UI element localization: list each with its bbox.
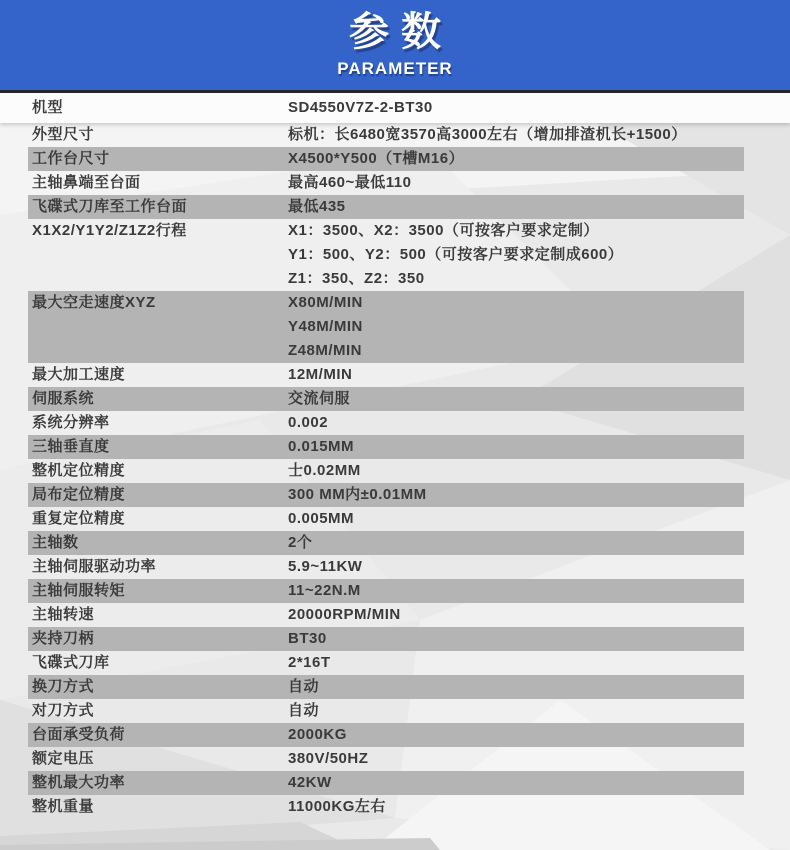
spec-row <box>0 699 790 723</box>
row-highlight-band <box>28 387 744 411</box>
spec-value: 20000RPM/MIN <box>288 606 401 623</box>
spec-value: 300 MM内±0.01MM <box>288 486 427 503</box>
spec-label: 主轴伺服驱动功率 <box>32 558 157 575</box>
spec-value: 标机：长6480宽3570高3000左右（增加排渣机长+1500） <box>288 126 687 143</box>
spec-row <box>0 723 790 747</box>
spec-value: 0.005MM <box>288 510 355 527</box>
spec-values <box>288 147 464 171</box>
spec-row <box>0 795 790 819</box>
spec-row <box>0 531 790 555</box>
spec-values <box>288 507 354 531</box>
spec-label: 工作台尺寸 <box>32 150 110 167</box>
spec-value: Z1：350、Z2：350 <box>288 270 425 287</box>
spec-table <box>0 93 790 819</box>
spec-row <box>0 627 790 651</box>
spec-value: 交流伺服 <box>288 390 351 407</box>
spec-values <box>288 459 361 483</box>
row-highlight-band <box>28 435 744 459</box>
spec-label: 最大加工速度 <box>32 366 126 383</box>
spec-values <box>288 195 346 219</box>
spec-values <box>288 675 319 699</box>
spec-values <box>288 435 354 459</box>
spec-value: Y1：500、Y2：500（可按客户要求定制成600） <box>288 246 624 263</box>
spec-value: 2000KG <box>288 726 347 743</box>
spec-label: 整机定位精度 <box>32 462 126 479</box>
spec-row <box>0 603 790 627</box>
spec-row <box>0 555 790 579</box>
spec-label: 主轴数 <box>32 534 79 551</box>
spec-label: 台面承受负荷 <box>32 726 126 743</box>
row-highlight-band <box>28 531 744 555</box>
spec-value: 最低435 <box>288 198 346 215</box>
spec-row <box>0 651 790 675</box>
spec-label: 外型尺寸 <box>32 126 95 143</box>
spec-row <box>0 675 790 699</box>
spec-values <box>288 363 352 387</box>
spec-label: 飞碟式刀库至工作台面 <box>32 198 188 215</box>
spec-values <box>288 579 361 603</box>
spec-row <box>0 435 790 459</box>
spec-label: X1X2/Y1Y2/Z1Z2行程 <box>32 222 187 239</box>
spec-value: X80M/MIN <box>288 294 363 311</box>
spec-value: 2*16T <box>288 654 331 671</box>
spec-value: SD4550V7Z-2-BT30 <box>288 99 433 116</box>
header-banner <box>0 0 790 90</box>
spec-label: 主轴转速 <box>32 606 95 623</box>
spec-value: 士0.02MM <box>288 462 361 479</box>
spec-value: X1：3500、X2：3500（可按客户要求定制） <box>288 222 599 239</box>
spec-values <box>288 651 331 675</box>
spec-row <box>0 171 790 195</box>
spec-row <box>0 291 790 363</box>
spec-row <box>0 483 790 507</box>
spec-value: 380V/50HZ <box>288 750 369 767</box>
page-subtitle: PARAMETER <box>337 58 453 78</box>
spec-values <box>288 531 312 555</box>
spec-values <box>288 723 347 747</box>
row-highlight-band <box>28 627 744 651</box>
spec-values <box>288 123 687 147</box>
spec-label: 夹持刀柄 <box>32 630 95 647</box>
spec-values <box>288 555 362 579</box>
spec-label: 三轴垂直度 <box>32 438 110 455</box>
spec-value: X4500*Y500（T槽M16） <box>288 150 465 167</box>
spec-label: 主轴伺服转矩 <box>32 582 126 599</box>
spec-values <box>288 699 319 723</box>
spec-value: 42KW <box>288 774 332 791</box>
spec-value: 自动 <box>288 678 320 695</box>
spec-label: 系统分辨率 <box>32 414 110 431</box>
spec-values <box>288 171 412 195</box>
spec-row <box>0 93 790 123</box>
spec-label: 额定电压 <box>32 750 95 767</box>
spec-value: Z48M/MIN <box>288 342 363 359</box>
spec-label: 整机最大功率 <box>32 774 126 791</box>
spec-label: 重复定位精度 <box>32 510 126 527</box>
row-highlight-band <box>28 675 744 699</box>
spec-row <box>0 195 790 219</box>
spec-value: 最高460~最低110 <box>288 174 412 191</box>
spec-value: 2个 <box>288 534 313 551</box>
spec-values <box>288 219 623 291</box>
spec-values <box>288 387 350 411</box>
spec-label: 伺服系统 <box>32 390 95 407</box>
spec-label: 局布定位精度 <box>32 486 126 503</box>
spec-value: 5.9~11KW <box>288 558 363 575</box>
spec-row <box>0 387 790 411</box>
row-highlight-band <box>28 579 744 603</box>
spec-values <box>288 771 332 795</box>
spec-values <box>288 795 386 819</box>
spec-value: Y48M/MIN <box>288 318 363 335</box>
spec-row <box>0 411 790 435</box>
spec-value: 0.015MM <box>288 438 355 455</box>
spec-value: 11~22N.M <box>288 582 361 599</box>
header-divider <box>0 90 790 93</box>
spec-row <box>0 219 790 291</box>
spec-label: 整机重量 <box>32 798 95 815</box>
spec-row <box>0 123 790 147</box>
spec-label: 对刀方式 <box>32 702 95 719</box>
spec-row <box>0 459 790 483</box>
spec-value: BT30 <box>288 630 327 647</box>
spec-values <box>288 291 363 363</box>
spec-row <box>0 579 790 603</box>
spec-values <box>288 411 328 435</box>
spec-value: 12M/MIN <box>288 366 353 383</box>
spec-label: 主轴鼻端至台面 <box>32 174 141 191</box>
spec-values <box>288 603 401 627</box>
spec-values <box>288 627 327 651</box>
spec-row <box>0 771 790 795</box>
spec-label: 最大空走速度XYZ <box>32 294 156 311</box>
spec-row <box>0 147 790 171</box>
page-title: 参数 <box>349 9 453 54</box>
spec-row <box>0 507 790 531</box>
spec-value: 0.002 <box>288 414 329 431</box>
spec-values <box>288 747 368 771</box>
row-highlight-band <box>28 771 744 795</box>
row-highlight-band <box>28 723 744 747</box>
spec-row <box>0 747 790 771</box>
spec-label: 飞碟式刀库 <box>32 654 110 671</box>
spec-label: 换刀方式 <box>32 678 95 695</box>
spec-label: 机型 <box>32 99 64 116</box>
spec-value: 11000KG左右 <box>288 798 386 815</box>
spec-row <box>0 363 790 387</box>
spec-values <box>288 93 433 123</box>
spec-values <box>288 483 427 507</box>
spec-value: 自动 <box>288 702 320 719</box>
